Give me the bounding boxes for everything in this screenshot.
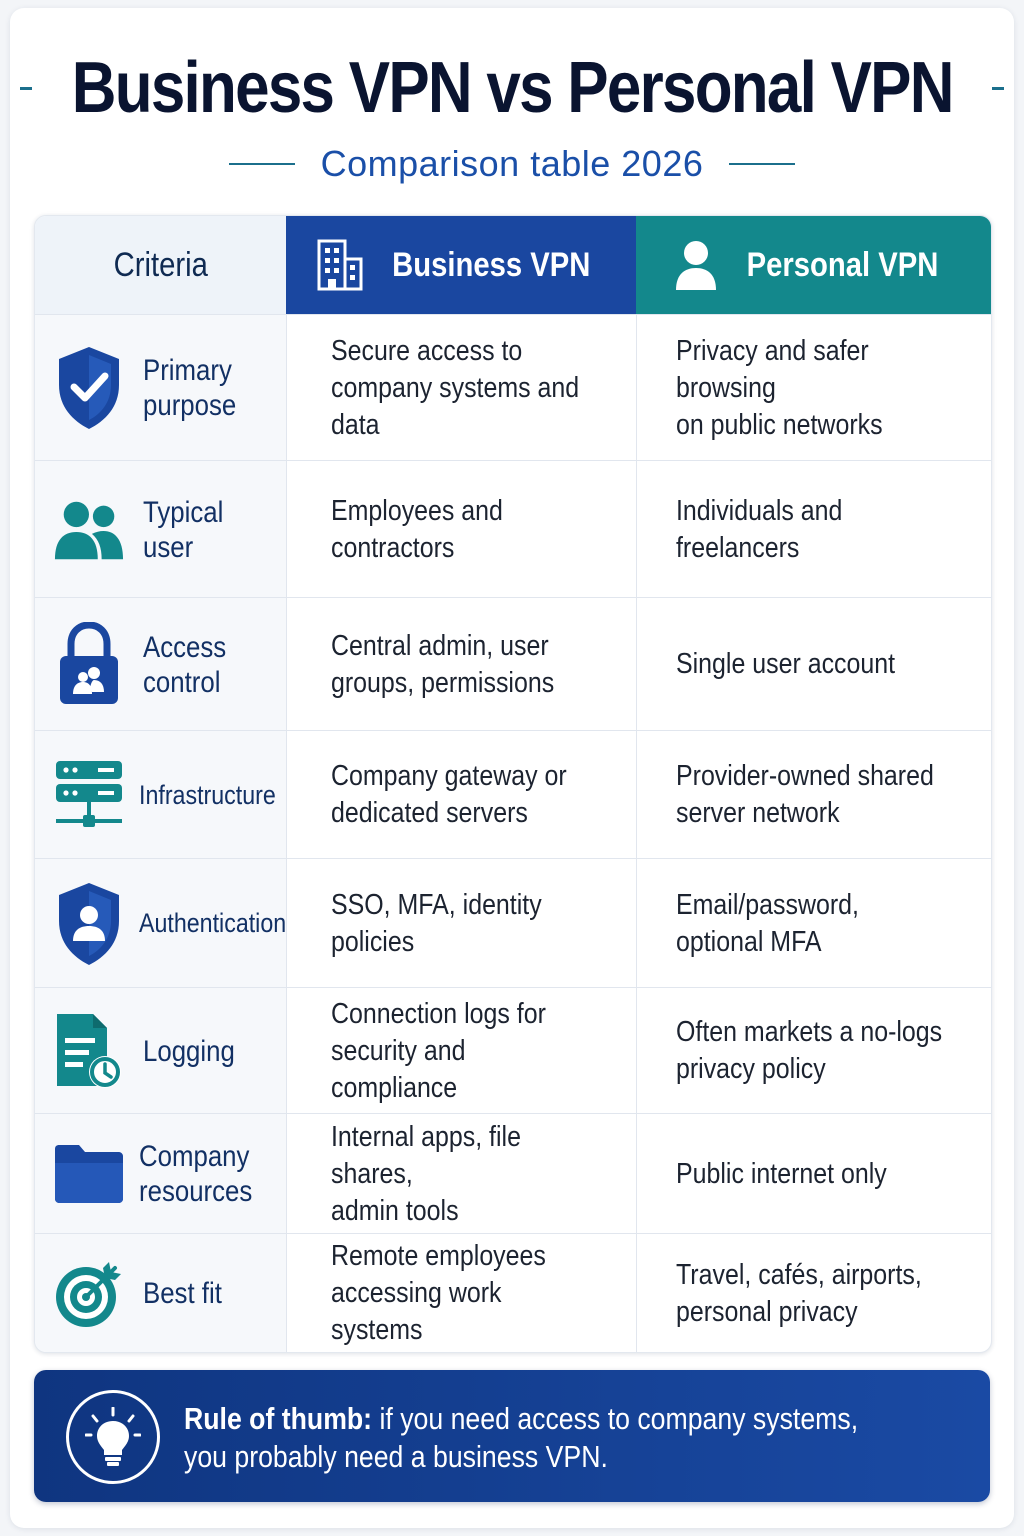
criteria-label: Typical user [143,495,224,564]
server-network-icon [53,759,125,831]
table-row [35,460,991,598]
title-row [0,38,1024,138]
comparison-table [34,215,992,1353]
header-business-label: Business VPN [391,245,591,284]
business-value: Company gateway or dedicated servers [331,760,567,829]
business-cell [286,461,637,598]
business-cell [286,598,637,731]
personal-cell [636,859,991,988]
business-value: Internal apps, file shares, admin tools [331,1120,521,1227]
criteria-cell [35,1234,287,1353]
table-row [35,730,991,859]
business-value: Central admin, user groups, permissions [331,629,555,699]
business-cell [286,859,637,988]
table-row [35,858,991,988]
shield-user-icon [53,888,125,960]
person-icon [673,238,719,292]
rule-of-thumb-banner [34,1370,990,1502]
business-cell [286,988,637,1114]
personal-value: Often markets a no-logs privacy policy [676,1016,943,1085]
criteria-label: Access control [143,630,227,699]
target-icon [53,1258,125,1330]
header-criteria [35,216,286,314]
personal-value: Provider-owned shared server network [676,760,934,829]
personal-cell [636,731,991,859]
business-value: SSO, MFA, identity policies [331,888,542,958]
subtitle-dash-right [729,163,795,165]
criteria-label: Primary purpose [143,354,237,422]
business-value: Connection logs for security and compliance [331,997,546,1104]
folder-icon [53,1138,125,1210]
personal-cell [636,315,991,461]
page-subtitle: Comparison table 2026 [320,143,704,184]
document-clock-icon [53,1015,125,1087]
criteria-cell [35,461,287,598]
subtitle-row [0,140,1024,188]
banner-line2: you probably need a business VPN. [184,1439,608,1474]
banner-strong: Rule of thumb: [184,1401,373,1436]
title-dash-right [992,87,1004,90]
building-icon [316,237,364,293]
business-value: Secure access to company systems and data [331,334,580,441]
personal-cell [636,1234,991,1353]
business-cell [286,315,637,461]
lock-users-icon [53,629,125,701]
page-title: Business VPN vs Personal VPN [71,48,953,128]
business-cell [286,1114,637,1234]
personal-cell [636,988,991,1114]
personal-cell [636,461,991,598]
criteria-label: Authentication [139,908,287,938]
shield-check-icon [53,352,125,424]
lightbulb-icon [66,1390,160,1484]
header-criteria-label: Criteria [113,245,208,284]
criteria-cell [35,598,287,731]
header-business-vpn [286,216,636,314]
personal-cell [636,598,991,731]
personal-cell [636,1114,991,1234]
personal-value: Individuals and freelancers [676,494,843,564]
banner-line1: if you need access to company systems, [372,1401,859,1436]
personal-value: Privacy and safer browsing on public networks [676,334,883,441]
business-value: Remote employees accessing work systems [331,1240,546,1346]
personal-value: Travel, cafés, airports, personal privacy [676,1258,922,1328]
table-row [35,597,991,731]
subtitle-dash-left [229,163,295,165]
table-row [35,987,991,1114]
criteria-cell [35,1114,287,1234]
table-row [35,1113,991,1234]
business-value: Employees and contractors [331,494,503,564]
criteria-cell [35,988,287,1114]
personal-value: Single user account [676,648,896,680]
criteria-label: Infrastructure [139,779,276,810]
criteria-cell [35,859,287,988]
table-row [35,314,991,461]
criteria-label: Logging [143,1034,235,1068]
banner-text [184,1400,932,1476]
criteria-cell [35,731,287,859]
criteria-label: Best fit [143,1277,222,1310]
personal-value: Public internet only [676,1157,887,1190]
title-dash-left [20,87,32,90]
business-cell [286,1234,637,1353]
business-cell [286,731,637,859]
criteria-label: Company resources [139,1140,253,1208]
table-row [35,1233,991,1353]
criteria-cell [35,315,287,461]
users-icon [53,494,125,566]
personal-value: Email/password, optional MFA [676,888,859,958]
header-personal-label: Personal VPN [746,245,939,284]
header-personal-vpn [636,216,991,314]
